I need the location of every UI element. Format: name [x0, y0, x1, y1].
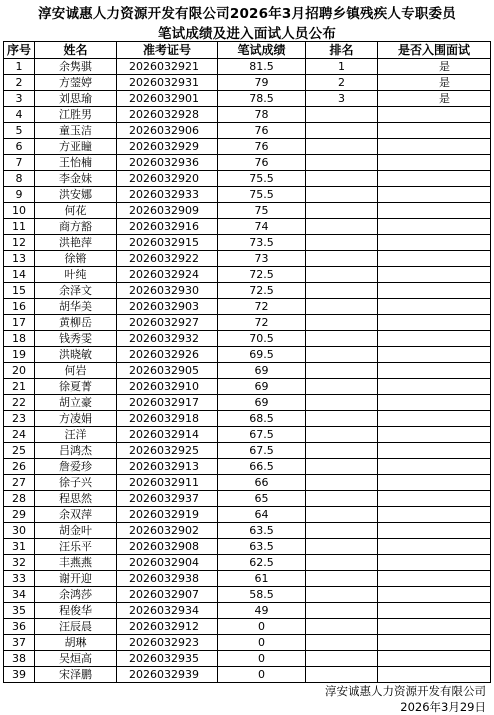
cell-score: 0: [218, 651, 306, 667]
cell-ticket: 2026032910: [117, 379, 218, 395]
header-score: 笔试成绩: [218, 42, 306, 59]
cell-ticket: 2026032937: [117, 491, 218, 507]
table-row: [4, 315, 491, 331]
cell-name: 何花: [35, 203, 117, 219]
cell-score: 75.5: [218, 187, 306, 203]
cell-score: 68.5: [218, 411, 306, 427]
table-row: [4, 379, 491, 395]
table-row: [4, 603, 491, 619]
cell-seq: 31: [4, 539, 35, 555]
cell-ticket: 2026032925: [117, 443, 218, 459]
cell-ticket: 2026032914: [117, 427, 218, 443]
table-row: [4, 107, 491, 123]
table-row: [4, 619, 491, 635]
cell-score: 58.5: [218, 587, 306, 603]
cell-rank: [306, 363, 378, 379]
cell-ticket: 2026032932: [117, 331, 218, 347]
cell-interview: [378, 491, 491, 507]
cell-seq: 17: [4, 315, 35, 331]
cell-interview: [378, 619, 491, 635]
header-seq: 序号: [4, 42, 35, 59]
cell-rank: [306, 571, 378, 587]
cell-name: 王怡楠: [35, 155, 117, 171]
cell-name: 童玉洁: [35, 123, 117, 139]
cell-seq: 32: [4, 555, 35, 571]
cell-seq: 2: [4, 75, 35, 91]
cell-seq: 35: [4, 603, 35, 619]
cell-ticket: 2026032919: [117, 507, 218, 523]
cell-interview: [378, 203, 491, 219]
cell-seq: 1: [4, 59, 35, 75]
cell-interview: [378, 507, 491, 523]
cell-interview: [378, 123, 491, 139]
cell-name: 汪洋: [35, 427, 117, 443]
table-row: [4, 443, 491, 459]
cell-name: 胡华美: [35, 299, 117, 315]
cell-name: 叶纯: [35, 267, 117, 283]
table-row: [4, 283, 491, 299]
cell-score: 63.5: [218, 539, 306, 555]
cell-seq: 11: [4, 219, 35, 235]
cell-seq: 15: [4, 283, 35, 299]
cell-seq: 23: [4, 411, 35, 427]
header-ticket: 准考证号: [117, 42, 218, 59]
cell-interview: [378, 155, 491, 171]
cell-rank: [306, 203, 378, 219]
cell-score: 76: [218, 123, 306, 139]
cell-ticket: 2026032907: [117, 587, 218, 603]
cell-interview: [378, 443, 491, 459]
cell-seq: 29: [4, 507, 35, 523]
cell-ticket: 2026032913: [117, 459, 218, 475]
cell-seq: 30: [4, 523, 35, 539]
cell-name: 方亚瞳: [35, 139, 117, 155]
cell-seq: 26: [4, 459, 35, 475]
cell-score: 78.5: [218, 91, 306, 107]
cell-ticket: 2026032903: [117, 299, 218, 315]
cell-seq: 38: [4, 651, 35, 667]
cell-rank: [306, 139, 378, 155]
cell-ticket: 2026032938: [117, 571, 218, 587]
cell-rank: [306, 539, 378, 555]
cell-name: 黄柳岳: [35, 315, 117, 331]
table-row: [4, 347, 491, 363]
cell-interview: [378, 187, 491, 203]
cell-interview: 是: [378, 75, 491, 91]
table-body: [4, 59, 491, 683]
cell-name: 汪乐平: [35, 539, 117, 555]
cell-rank: [306, 347, 378, 363]
cell-rank: [306, 155, 378, 171]
cell-name: 刘思瑜: [35, 91, 117, 107]
cell-rank: [306, 427, 378, 443]
document-subtitle: 笔试成绩及进入面试人员公布: [157, 26, 337, 42]
header-interview: 是否入围面试: [378, 42, 491, 59]
cell-rank: [306, 187, 378, 203]
cell-interview: [378, 267, 491, 283]
cell-seq: 21: [4, 379, 35, 395]
table-row: [4, 219, 491, 235]
cell-rank: [306, 315, 378, 331]
cell-ticket: 2026032917: [117, 395, 218, 411]
cell-score: 72.5: [218, 283, 306, 299]
table-row: [4, 139, 491, 155]
cell-score: 69: [218, 379, 306, 395]
cell-interview: [378, 475, 491, 491]
cell-interview: [378, 139, 491, 155]
cell-rank: [306, 491, 378, 507]
table-row: [4, 59, 491, 75]
cell-score: 66: [218, 475, 306, 491]
table-row: [4, 251, 491, 267]
cell-ticket: 2026032922: [117, 251, 218, 267]
cell-seq: 4: [4, 107, 35, 123]
cell-seq: 12: [4, 235, 35, 251]
cell-name: 余泽文: [35, 283, 117, 299]
table-row: [4, 459, 491, 475]
cell-interview: [378, 235, 491, 251]
cell-ticket: 2026032912: [117, 619, 218, 635]
cell-score: 0: [218, 635, 306, 651]
cell-interview: [378, 411, 491, 427]
cell-seq: 20: [4, 363, 35, 379]
cell-seq: 27: [4, 475, 35, 491]
cell-ticket: 2026032901: [117, 91, 218, 107]
cell-interview: [378, 555, 491, 571]
cell-seq: 6: [4, 139, 35, 155]
cell-ticket: 2026032916: [117, 219, 218, 235]
cell-interview: [378, 107, 491, 123]
table-header-row: [4, 42, 491, 59]
table-row: [4, 507, 491, 523]
cell-name: 宋泽鹏: [35, 667, 117, 683]
cell-ticket: 2026032908: [117, 539, 218, 555]
cell-score: 0: [218, 667, 306, 683]
cell-score: 70.5: [218, 331, 306, 347]
cell-ticket: 2026032906: [117, 123, 218, 139]
cell-ticket: 2026032934: [117, 603, 218, 619]
table-row: [4, 571, 491, 587]
cell-seq: 24: [4, 427, 35, 443]
cell-rank: [306, 123, 378, 139]
table-row: [4, 155, 491, 171]
cell-ticket: 2026032915: [117, 235, 218, 251]
table-row: [4, 411, 491, 427]
cell-name: 徐锵: [35, 251, 117, 267]
cell-interview: [378, 379, 491, 395]
cell-rank: 2: [306, 75, 378, 91]
cell-score: 64: [218, 507, 306, 523]
cell-name: 洪晓敏: [35, 347, 117, 363]
cell-score: 72: [218, 299, 306, 315]
cell-score: 78: [218, 107, 306, 123]
cell-name: 洪艳萍: [35, 235, 117, 251]
table-row: [4, 667, 491, 683]
table-row: [4, 555, 491, 571]
cell-score: 73: [218, 251, 306, 267]
cell-rank: [306, 507, 378, 523]
cell-ticket: 2026032928: [117, 107, 218, 123]
cell-score: 67.5: [218, 427, 306, 443]
cell-seq: 33: [4, 571, 35, 587]
cell-name: 钱秀雯: [35, 331, 117, 347]
header-rank: 排名: [306, 42, 378, 59]
table-row: [4, 395, 491, 411]
cell-name: 徐夏菁: [35, 379, 117, 395]
cell-name: 李金妹: [35, 171, 117, 187]
cell-rank: [306, 443, 378, 459]
cell-rank: [306, 411, 378, 427]
cell-interview: [378, 523, 491, 539]
cell-rank: [306, 283, 378, 299]
cell-name: 吴烜高: [35, 651, 117, 667]
cell-seq: 39: [4, 667, 35, 683]
cell-rank: [306, 219, 378, 235]
cell-ticket: 2026032939: [117, 667, 218, 683]
cell-rank: [306, 619, 378, 635]
cell-name: 方蓥婷: [35, 75, 117, 91]
cell-rank: [306, 107, 378, 123]
cell-rank: [306, 555, 378, 571]
table-row: [4, 475, 491, 491]
cell-interview: [378, 283, 491, 299]
cell-ticket: 2026032918: [117, 411, 218, 427]
cell-ticket: 2026032924: [117, 267, 218, 283]
cell-rank: [306, 603, 378, 619]
cell-seq: 34: [4, 587, 35, 603]
cell-interview: [378, 587, 491, 603]
cell-rank: [306, 587, 378, 603]
table-row: [4, 91, 491, 107]
cell-interview: [378, 347, 491, 363]
cell-score: 69.5: [218, 347, 306, 363]
cell-score: 73.5: [218, 235, 306, 251]
cell-ticket: 2026032921: [117, 59, 218, 75]
cell-score: 49: [218, 603, 306, 619]
cell-name: 吕鸿杰: [35, 443, 117, 459]
cell-name: 胡金叶: [35, 523, 117, 539]
cell-name: 商方豁: [35, 219, 117, 235]
cell-ticket: 2026032909: [117, 203, 218, 219]
cell-name: 江胜男: [35, 107, 117, 123]
cell-ticket: 2026032931: [117, 75, 218, 91]
cell-ticket: 2026032936: [117, 155, 218, 171]
footer-organization: 淳安诚惠人力资源开发有限公司: [325, 684, 486, 698]
document-title: 淳安诚惠人力资源开发有限公司2026年3月招聘乡镇残疾人专职委员: [38, 6, 456, 22]
cell-seq: 13: [4, 251, 35, 267]
cell-score: 75: [218, 203, 306, 219]
cell-interview: [378, 667, 491, 683]
cell-interview: [378, 459, 491, 475]
cell-ticket: 2026032904: [117, 555, 218, 571]
cell-name: 詹爱珍: [35, 459, 117, 475]
cell-score: 61: [218, 571, 306, 587]
table-row: [4, 75, 491, 91]
cell-rank: [306, 667, 378, 683]
cell-name: 余鸿莎: [35, 587, 117, 603]
cell-name: 余隽骐: [35, 59, 117, 75]
cell-interview: [378, 251, 491, 267]
cell-ticket: 2026032911: [117, 475, 218, 491]
cell-score: 74: [218, 219, 306, 235]
cell-score: 63.5: [218, 523, 306, 539]
cell-interview: [378, 331, 491, 347]
cell-rank: [306, 379, 378, 395]
cell-seq: 8: [4, 171, 35, 187]
cell-name: 丰燕燕: [35, 555, 117, 571]
cell-rank: [306, 235, 378, 251]
score-table: [3, 41, 491, 683]
table-row: [4, 635, 491, 651]
cell-ticket: 2026032927: [117, 315, 218, 331]
cell-seq: 22: [4, 395, 35, 411]
table-row: [4, 203, 491, 219]
cell-seq: 9: [4, 187, 35, 203]
cell-ticket: 2026032926: [117, 347, 218, 363]
cell-name: 程俊华: [35, 603, 117, 619]
cell-seq: 36: [4, 619, 35, 635]
cell-rank: [306, 523, 378, 539]
cell-score: 75.5: [218, 171, 306, 187]
cell-seq: 19: [4, 347, 35, 363]
cell-name: 谢开迎: [35, 571, 117, 587]
cell-score: 79: [218, 75, 306, 91]
cell-interview: [378, 571, 491, 587]
cell-rank: [306, 475, 378, 491]
cell-name: 胡琳: [35, 635, 117, 651]
cell-score: 0: [218, 619, 306, 635]
footer-date: 2026年3月29日: [400, 700, 486, 714]
cell-score: 69: [218, 395, 306, 411]
cell-interview: [378, 219, 491, 235]
cell-interview: [378, 299, 491, 315]
table-row: [4, 587, 491, 603]
cell-seq: 16: [4, 299, 35, 315]
table-row: [4, 299, 491, 315]
cell-seq: 25: [4, 443, 35, 459]
header-name: 姓名: [35, 42, 117, 59]
table-row: [4, 363, 491, 379]
table-row: [4, 123, 491, 139]
cell-name: 余双萍: [35, 507, 117, 523]
cell-rank: [306, 251, 378, 267]
cell-score: 65: [218, 491, 306, 507]
cell-score: 76: [218, 155, 306, 171]
cell-seq: 3: [4, 91, 35, 107]
cell-score: 62.5: [218, 555, 306, 571]
table-row: [4, 539, 491, 555]
cell-ticket: 2026032923: [117, 635, 218, 651]
cell-score: 66.5: [218, 459, 306, 475]
cell-interview: [378, 315, 491, 331]
cell-ticket: 2026032905: [117, 363, 218, 379]
cell-name: 方凌娟: [35, 411, 117, 427]
cell-interview: [378, 539, 491, 555]
cell-ticket: 2026032920: [117, 171, 218, 187]
cell-rank: [306, 331, 378, 347]
cell-ticket: 2026032933: [117, 187, 218, 203]
cell-interview: [378, 635, 491, 651]
cell-score: 72.5: [218, 267, 306, 283]
cell-seq: 7: [4, 155, 35, 171]
table-row: [4, 187, 491, 203]
cell-rank: [306, 635, 378, 651]
table-row: [4, 171, 491, 187]
cell-ticket: 2026032929: [117, 139, 218, 155]
cell-interview: [378, 603, 491, 619]
table-row: [4, 235, 491, 251]
table-row: [4, 491, 491, 507]
cell-name: 洪安娜: [35, 187, 117, 203]
cell-score: 67.5: [218, 443, 306, 459]
cell-name: 程思然: [35, 491, 117, 507]
cell-score: 69: [218, 363, 306, 379]
cell-seq: 5: [4, 123, 35, 139]
cell-ticket: 2026032930: [117, 283, 218, 299]
cell-seq: 18: [4, 331, 35, 347]
cell-name: 胡立豪: [35, 395, 117, 411]
cell-rank: [306, 459, 378, 475]
table-row: [4, 523, 491, 539]
cell-ticket: 2026032902: [117, 523, 218, 539]
cell-score: 76: [218, 139, 306, 155]
cell-name: 汪辰晨: [35, 619, 117, 635]
table-row: [4, 267, 491, 283]
cell-name: 徐子兴: [35, 475, 117, 491]
cell-interview: [378, 363, 491, 379]
table-row: [4, 331, 491, 347]
cell-score: 72: [218, 315, 306, 331]
cell-rank: [306, 395, 378, 411]
cell-interview: [378, 171, 491, 187]
cell-interview: 是: [378, 91, 491, 107]
cell-score: 81.5: [218, 59, 306, 75]
cell-seq: 10: [4, 203, 35, 219]
cell-seq: 14: [4, 267, 35, 283]
cell-seq: 28: [4, 491, 35, 507]
cell-seq: 37: [4, 635, 35, 651]
table-row: [4, 651, 491, 667]
cell-rank: [306, 299, 378, 315]
cell-rank: 1: [306, 59, 378, 75]
cell-interview: 是: [378, 59, 491, 75]
cell-interview: [378, 651, 491, 667]
cell-interview: [378, 427, 491, 443]
cell-rank: [306, 267, 378, 283]
cell-rank: [306, 651, 378, 667]
cell-name: 何岩: [35, 363, 117, 379]
cell-rank: [306, 171, 378, 187]
cell-rank: 3: [306, 91, 378, 107]
table-row: [4, 427, 491, 443]
cell-interview: [378, 395, 491, 411]
cell-ticket: 2026032935: [117, 651, 218, 667]
